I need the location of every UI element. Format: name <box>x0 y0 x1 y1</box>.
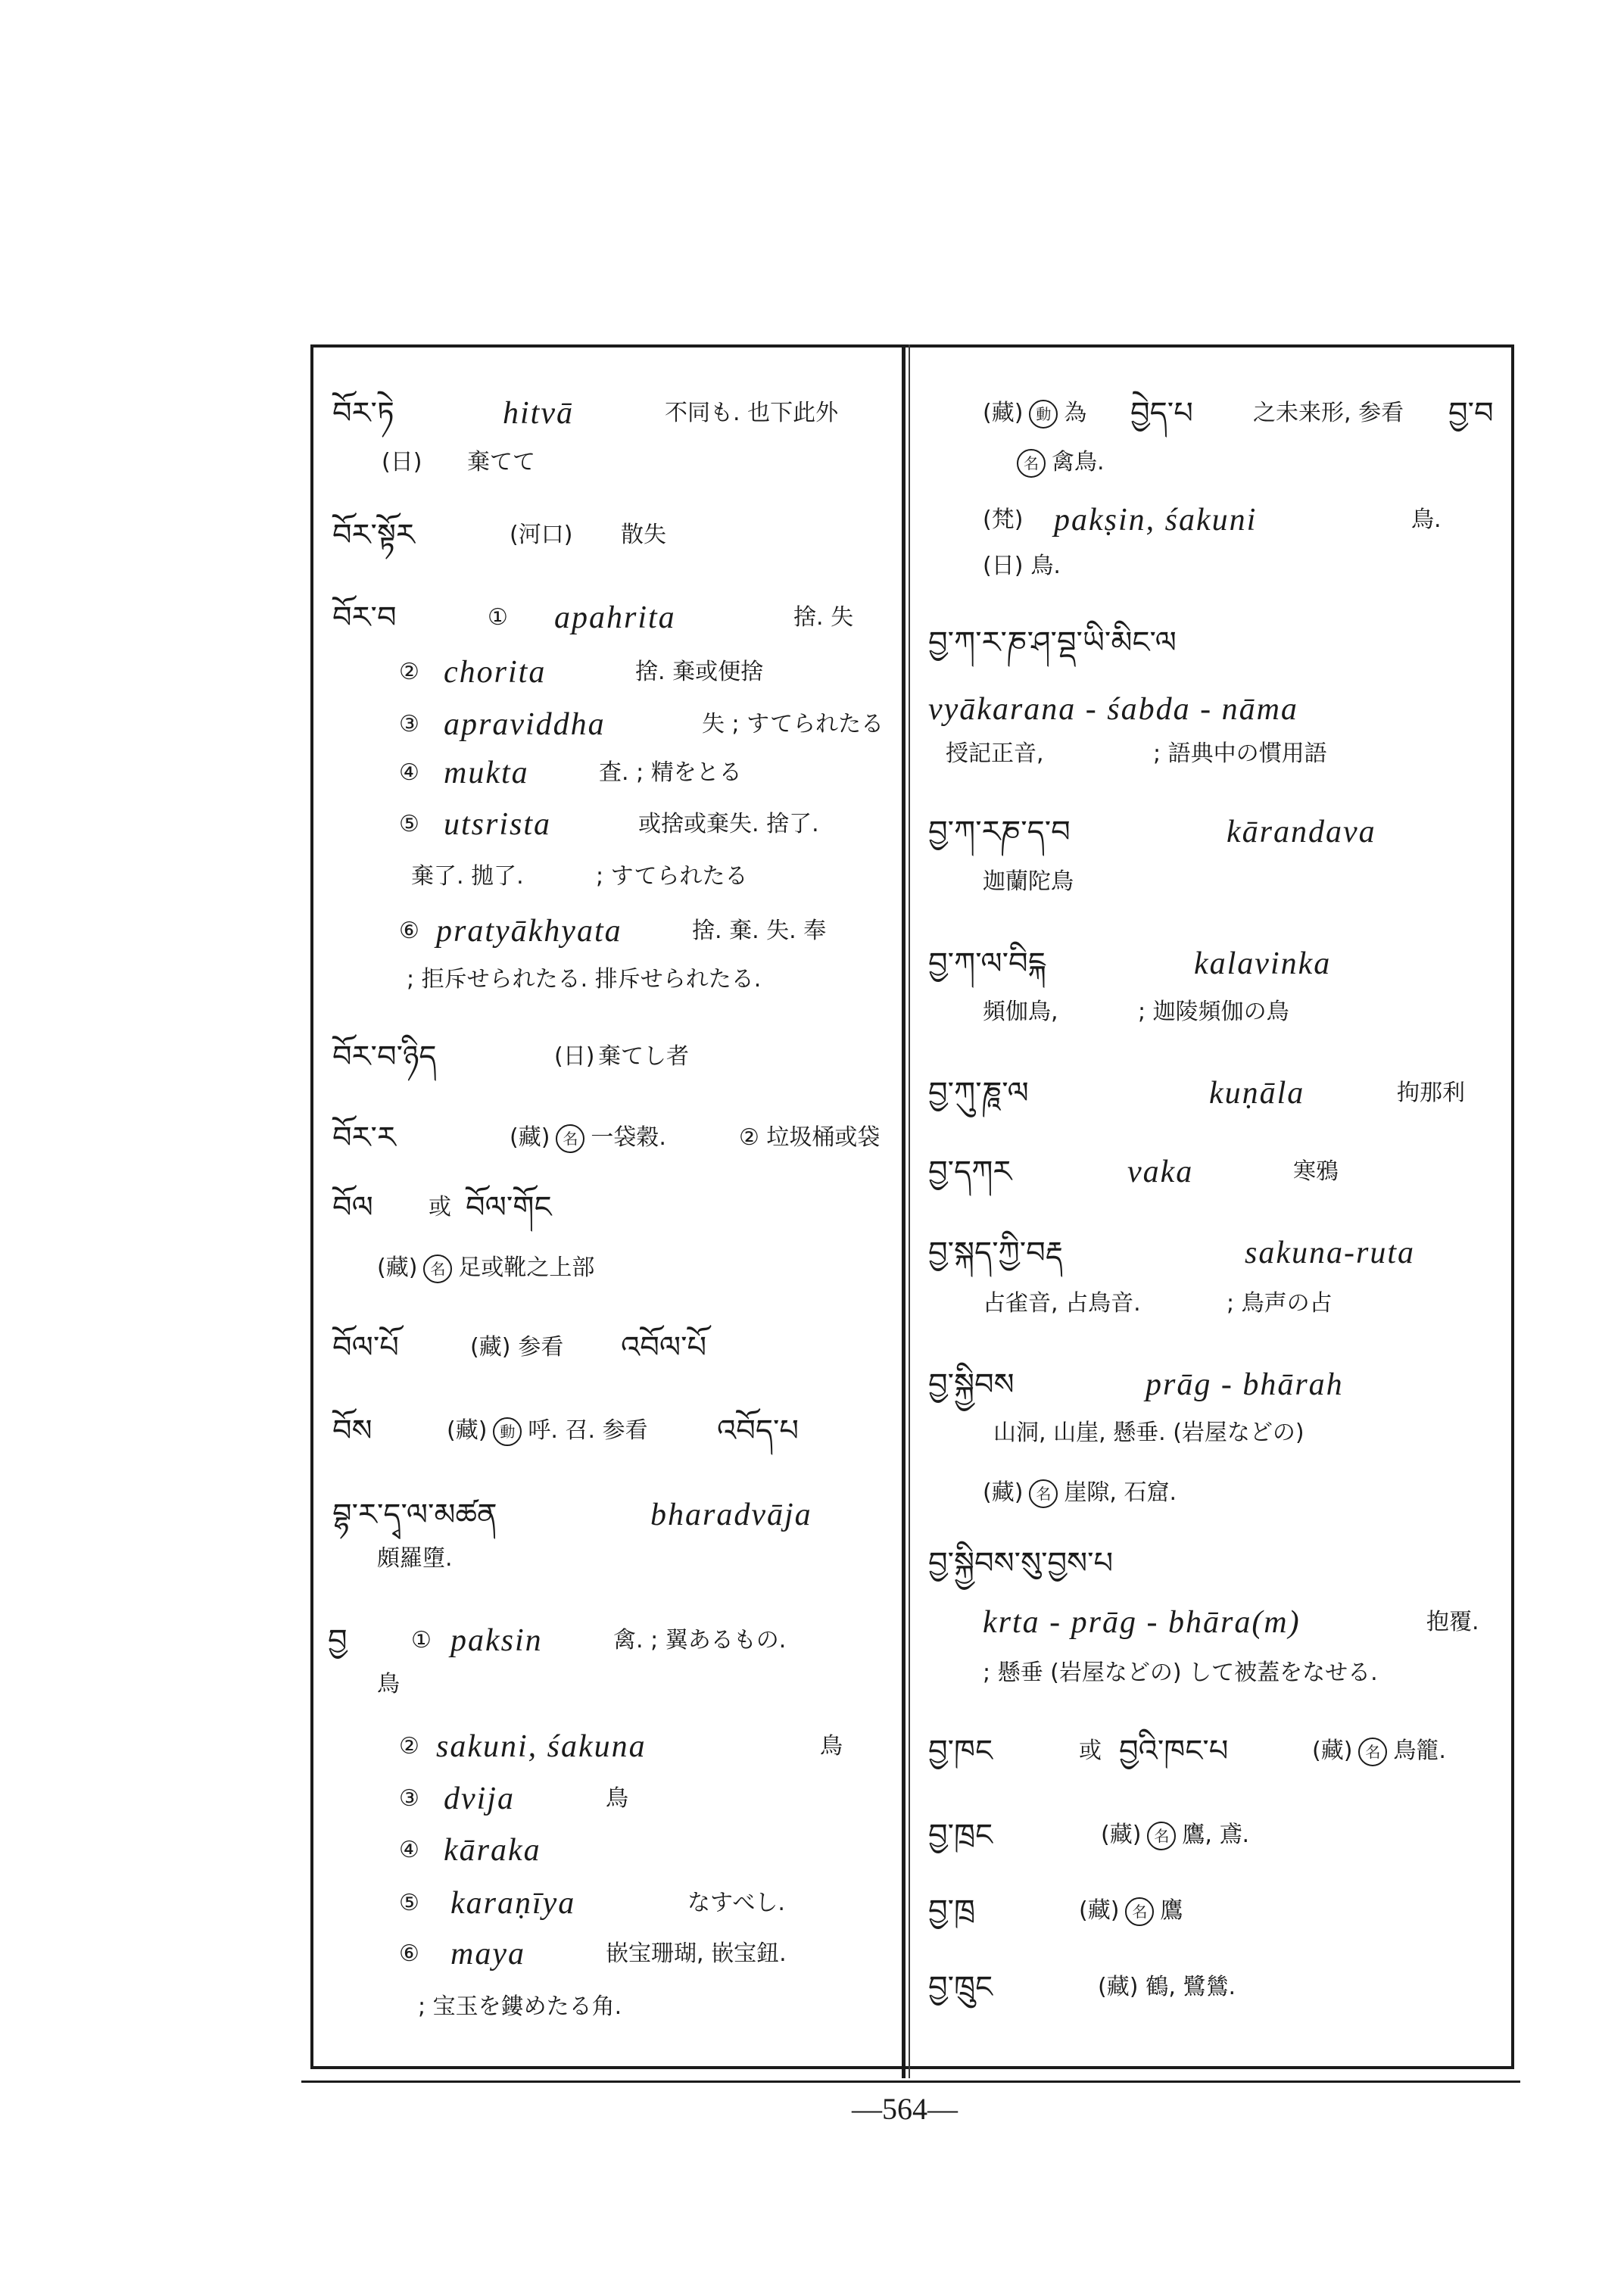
sanskrit-term: utsrista <box>444 807 552 842</box>
sense-number: ④ <box>399 1837 419 1863</box>
headword: བྱ་ཁྲང <box>928 1818 993 1853</box>
source-label: (河口) <box>510 522 573 548</box>
definition: 捨. 失 <box>793 604 854 631</box>
definition-group <box>470 1329 563 1366</box>
definition-japanese: ; 拒斥せられたる. 排斥せられたる. <box>407 966 762 993</box>
definition-japanese: ; 語典中の慣用語 <box>1153 740 1327 767</box>
part-of-speech-mark: 動 <box>1029 400 1058 429</box>
part-of-speech-mark: 動 <box>493 1417 522 1446</box>
headword: བྱ <box>328 1623 348 1658</box>
sanskrit-term: maya <box>450 1937 525 1971</box>
headword: བོས <box>332 1413 372 1448</box>
headword: བྱ་ཀ་རཎ་ད་བ <box>928 815 1071 849</box>
definition: 迦蘭陀鳥 <box>983 868 1074 895</box>
definition: 散失 <box>621 522 666 548</box>
headword-variant: བྱའི་ཁང་པ <box>1119 1734 1229 1769</box>
sanskrit-term: pakṣin, śakuni <box>1054 503 1258 538</box>
definition: 抱覆. <box>1426 1609 1479 1635</box>
part-of-speech-mark: 名 <box>1017 449 1046 478</box>
part-of-speech-mark: 名 <box>1147 1822 1176 1850</box>
definition-group <box>1098 1969 1236 2006</box>
definition: 鳥 <box>820 1733 843 1759</box>
sanskrit-term: mukta <box>444 756 529 790</box>
definition: 頻伽鳥, <box>983 999 1058 1025</box>
part-of-speech-mark: 名 <box>423 1255 452 1283</box>
sanskrit-term: sakuni, śakuna <box>436 1729 647 1764</box>
definition-group <box>983 395 1086 432</box>
definition-group <box>983 548 1061 584</box>
definition: 棄てて <box>467 449 535 475</box>
right-line-20 <box>0 1604 1624 1641</box>
right-line-2 <box>0 444 1624 481</box>
definition: 鳥 <box>377 1671 400 1697</box>
headword: བོལ <box>332 1190 373 1225</box>
definition: 鳥 <box>606 1785 628 1812</box>
definition: 或捨或棄失. 捨了. <box>638 811 819 837</box>
definition: 鳥. <box>1411 506 1442 533</box>
right-line-25 <box>0 1969 1624 2006</box>
source-label: (藏) <box>377 1255 418 1281</box>
definition: 拘那利 <box>1397 1080 1465 1106</box>
right-line-17 <box>0 1415 1624 1451</box>
headword: བོར་བ <box>332 600 397 635</box>
definition: 崖隙, 石窟. <box>1064 1479 1177 1506</box>
right-line-16 <box>0 1367 1624 1403</box>
source-label: (藏) <box>1098 1974 1139 2000</box>
right-line-12 <box>0 1075 1624 1111</box>
sense-number: ⑤ <box>399 1890 419 1916</box>
definition: 寒鴉 <box>1293 1158 1339 1185</box>
source-label: (藏) <box>1312 1738 1353 1764</box>
sanskrit-term: bharadvāja <box>650 1498 812 1532</box>
definition: 山洞, 山崖, 懸垂. (岩屋などの) <box>993 1420 1304 1446</box>
sanskrit-term: kāraka <box>444 1833 541 1868</box>
right-line-9 <box>0 864 1624 900</box>
cross-reference: འབོལ་པོ <box>621 1330 707 1365</box>
cross-reference: བྱ་བ <box>1448 396 1494 431</box>
definition: 禽. ; 翼あるもの. <box>613 1627 787 1653</box>
conjunction: 或 <box>429 1194 451 1220</box>
sense-number: ① <box>411 1627 432 1653</box>
definition: 占雀音, 占鳥音. <box>983 1290 1141 1317</box>
definition-second: ② 垃圾桶或袋 <box>739 1124 881 1151</box>
definition-japanese: ; 迦陵頻伽の鳥 <box>1138 999 1289 1025</box>
headword-variant: བོལ་གོང <box>466 1190 552 1225</box>
left-line-26 <box>0 1936 1624 1972</box>
right-line-8 <box>0 814 1624 850</box>
definition: 禽鳥. <box>1052 449 1105 475</box>
headword: བྷ་ར་དྭ་ལ་མཚན <box>332 1498 497 1532</box>
sense-number: ④ <box>399 759 419 786</box>
definition-group <box>1079 1893 1183 1929</box>
cross-reference: འབོད་པ <box>717 1413 800 1448</box>
definition: なすべし. <box>687 1890 785 1916</box>
page-number: —564— <box>852 2092 958 2126</box>
right-line-14 <box>0 1235 1624 1271</box>
right-line-10 <box>0 946 1624 982</box>
sanskrit-term: apraviddha <box>444 707 606 742</box>
source-label: (藏) <box>983 400 1024 426</box>
definition-group <box>1101 1817 1249 1853</box>
definition: 足或靴之上部 <box>458 1255 595 1281</box>
right-line-7 <box>0 736 1624 772</box>
headword: བོར་ར <box>332 1121 396 1155</box>
definition: 鷹, 鳶. <box>1182 1822 1250 1848</box>
headword: བྱ་སྐད་ཀྱི་བརྡ <box>928 1236 1063 1270</box>
headword: བྱ་ཀ་ལ་བིངྐ <box>928 946 1046 981</box>
sense-number: ⑥ <box>399 918 419 944</box>
left-line-12 <box>0 1039 1624 1075</box>
source-label: (藏) <box>510 1124 550 1151</box>
definition-japanese: ; 鳥声の占 <box>1227 1290 1333 1317</box>
headword: བྱ་ཁྲ <box>928 1893 976 1928</box>
definition: 鷹 <box>1160 1897 1183 1924</box>
part-of-speech-mark: 名 <box>1029 1479 1058 1508</box>
definition: 為 <box>1064 400 1087 426</box>
part-of-speech-mark: 名 <box>1125 1897 1154 1926</box>
sanskrit-term: karaṇīya <box>450 1886 576 1921</box>
headword: བོར་བ་ཉིད <box>332 1039 437 1074</box>
sanskrit-term: kalavinka <box>1194 946 1332 981</box>
conjunction: 或 <box>1079 1738 1102 1764</box>
sense-number: ② <box>399 1733 419 1759</box>
definition-group <box>510 1120 666 1156</box>
source-label: (藏) <box>447 1417 488 1444</box>
headword: བྱ་དཀར <box>928 1155 1012 1189</box>
right-line-18 <box>0 1475 1624 1511</box>
headword: བོལ་པོ <box>332 1330 399 1365</box>
sanskrit-term: kārandava <box>1227 815 1376 849</box>
definition-group <box>1312 1733 1446 1769</box>
headword: བོར་ཏེ <box>332 396 394 431</box>
sanskrit-term: sakuna-ruta <box>1245 1236 1415 1270</box>
sanskrit-term: hitvā <box>503 396 574 431</box>
definition-japanese: ; すてられたる <box>596 863 748 890</box>
headword: བྱ་ཁྲུང <box>928 1970 993 2005</box>
definition: 失 ; すてられたる <box>702 711 884 737</box>
sanskrit-term: chorita <box>444 655 547 690</box>
right-line-1 <box>0 395 1624 432</box>
sanskrit-term: vyākarana - śabda - nāma <box>928 692 1298 727</box>
cross-reference: བྱེད་པ <box>1130 396 1193 431</box>
left-line-10 <box>0 913 1624 949</box>
definition: 参看 <box>518 1334 564 1361</box>
right-line-6 <box>0 691 1624 728</box>
headword: བོར་སྟོར <box>332 518 415 553</box>
right-line-22 <box>0 1733 1624 1769</box>
sanskrit-term: krta - prāg - bhāra(m) <box>983 1605 1301 1640</box>
right-line-5 <box>0 625 1624 661</box>
definition-japanese: ; 宝玉を鏤めたる角. <box>418 1993 622 2020</box>
definition: 鳥. <box>1030 553 1061 579</box>
definition: 鶴, 鷺鷥. <box>1146 1974 1236 2000</box>
sense-number: ③ <box>399 1785 419 1812</box>
definition-group <box>1011 444 1105 481</box>
definition: 授記正音, <box>946 740 1044 767</box>
definition: 棄了. 拋了. <box>411 863 524 890</box>
definition: 一袋穀. <box>591 1124 666 1151</box>
right-line-13 <box>0 1154 1624 1190</box>
right-line-15 <box>0 1286 1624 1322</box>
sense-number: ⑤ <box>399 811 419 837</box>
source-label: (日) <box>983 553 1024 579</box>
definition: 呼. 召. 参看 <box>528 1417 648 1444</box>
source-label: (藏) <box>470 1334 511 1361</box>
left-line-23 <box>0 1781 1624 1817</box>
definition-second: 之未来形, 参看 <box>1253 400 1404 426</box>
left-line-16 <box>0 1329 1624 1366</box>
right-line-4 <box>0 548 1624 584</box>
headword: བྱ་སྐྱིབས <box>928 1367 1015 1402</box>
right-line-21 <box>0 1655 1624 1691</box>
source-label: (日) <box>554 1043 595 1070</box>
sense-number: ① <box>488 604 508 631</box>
headword: བྱ་སྐྱིབས་སུ་བྱས་པ <box>928 1546 1114 1581</box>
definition: 鳥籠. <box>1393 1738 1446 1764</box>
sanskrit-term: paksin <box>450 1623 543 1658</box>
sanskrit-term: vaka <box>1127 1155 1194 1189</box>
definition: 捨. 棄. 失. 奉 <box>692 918 827 944</box>
sanskrit-term: prāg - bhārah <box>1146 1367 1344 1402</box>
sanskrit-term: pratyākhyata <box>436 914 622 949</box>
right-line-23 <box>0 1817 1624 1853</box>
definition-group <box>983 1475 1177 1511</box>
left-line-14 <box>0 1189 1624 1226</box>
part-of-speech-mark: 名 <box>1358 1738 1387 1766</box>
headword: བྱ་ཀ་ར་ཎ་ཤ་བྡ་ཡི་མིང་ལ <box>928 625 1177 660</box>
source-label: (梵) <box>983 506 1024 533</box>
definition: 捨. 棄或便捨 <box>635 659 764 685</box>
definition: 不同も. 也下此外 <box>665 400 839 426</box>
right-line-19 <box>0 1545 1624 1582</box>
headword: བྱ་ཁང <box>928 1734 993 1769</box>
source-label: (藏) <box>983 1479 1024 1506</box>
right-line-11 <box>0 994 1624 1030</box>
headword: བྱ་ཀུ་ཎཱ་ལ <box>928 1076 1029 1111</box>
sanskrit-term: dvija <box>444 1781 515 1816</box>
sense-number: ⑥ <box>399 1940 419 1967</box>
definition: 頗羅墮. <box>377 1545 453 1572</box>
definition-japanese: ; 懸垂 (岩屋などの) して被蓋をなせる. <box>983 1660 1378 1686</box>
definition: 嵌宝珊瑚, 嵌宝鈕. <box>606 1940 787 1967</box>
bottom-rule <box>301 2080 1520 2083</box>
sanskrit-term: kuṇāla <box>1209 1076 1305 1111</box>
source-label: (日) <box>382 449 422 475</box>
source-label: (藏) <box>1079 1897 1120 1924</box>
source-label: (藏) <box>1101 1822 1142 1848</box>
right-line-3 <box>0 502 1624 538</box>
right-line-24 <box>0 1893 1624 1929</box>
sense-number: ③ <box>399 711 419 737</box>
part-of-speech-mark: 名 <box>556 1124 584 1153</box>
left-line-13 <box>0 1120 1624 1156</box>
definition: 棄てし者 <box>598 1043 689 1070</box>
sanskrit-term: apahrita <box>554 600 676 635</box>
definition: 査. ; 精をとる <box>599 759 742 786</box>
sense-number: ② <box>399 659 419 685</box>
